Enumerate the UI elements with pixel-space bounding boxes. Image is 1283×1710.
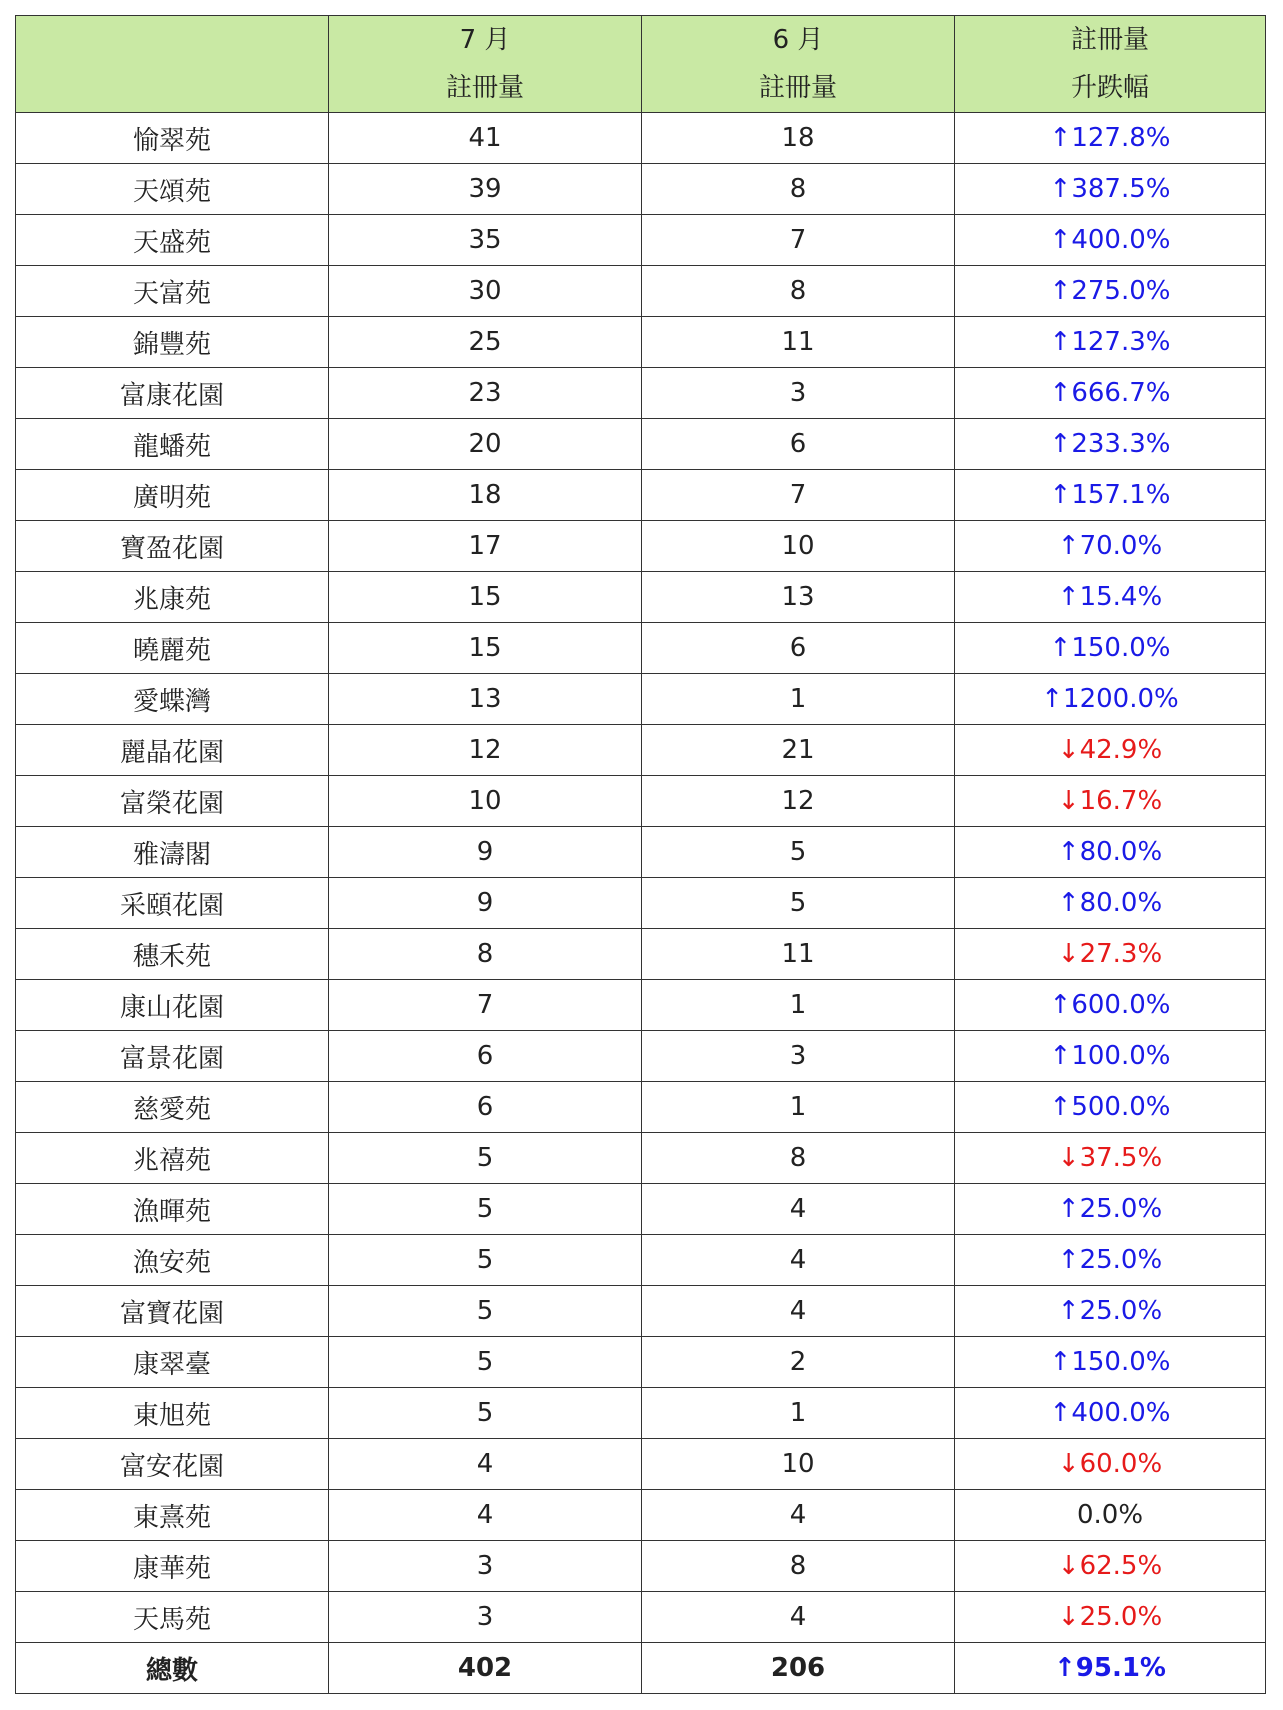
change-value: ↑25.0% (955, 1286, 1266, 1337)
july-count: 25 (329, 317, 642, 368)
june-count: 1 (642, 1082, 955, 1133)
july-count: 4 (329, 1439, 642, 1490)
july-count: 15 (329, 572, 642, 623)
estate-name: 康山花園 (16, 980, 329, 1031)
estate-name: 麗晶花園 (16, 725, 329, 776)
table-row (16, 1439, 1266, 1490)
estate-name: 東熹苑 (16, 1490, 329, 1541)
june-count: 4 (642, 1235, 955, 1286)
estate-name: 天盛苑 (16, 215, 329, 266)
table-row (16, 1235, 1266, 1286)
table-body (16, 113, 1266, 1694)
estate-name: 兆康苑 (16, 572, 329, 623)
header-june-label: 註冊量 (758, 73, 837, 103)
june-count: 8 (642, 266, 955, 317)
header-july-month: 7 月 (459, 25, 511, 55)
estate-name: 康華苑 (16, 1541, 329, 1592)
change-value: ↓25.0% (955, 1592, 1266, 1643)
header-july-registrations (329, 16, 642, 113)
july-count: 13 (329, 674, 642, 725)
change-value: ↑150.0% (955, 623, 1266, 674)
estate-name: 雅濤閣 (16, 827, 329, 878)
table-row (16, 368, 1266, 419)
total-label: 總數 (16, 1643, 329, 1694)
july-count: 3 (329, 1541, 642, 1592)
june-count: 7 (642, 470, 955, 521)
july-count: 18 (329, 470, 642, 521)
estate-name: 康翠臺 (16, 1337, 329, 1388)
june-count: 11 (642, 929, 955, 980)
table-row (16, 164, 1266, 215)
estate-name: 曉麗苑 (16, 623, 329, 674)
estate-name: 富榮花園 (16, 776, 329, 827)
header-change-line2: 升跌幅 (1070, 73, 1149, 103)
registration-table (15, 15, 1266, 1694)
change-value: 0.0% (955, 1490, 1266, 1541)
header-change (955, 16, 1266, 113)
table-row (16, 470, 1266, 521)
july-count: 5 (329, 1235, 642, 1286)
july-count: 4 (329, 1490, 642, 1541)
estate-name: 天頌苑 (16, 164, 329, 215)
june-count: 13 (642, 572, 955, 623)
table-row (16, 1184, 1266, 1235)
change-value: ↓62.5% (955, 1541, 1266, 1592)
july-count: 5 (329, 1184, 642, 1235)
change-value: ↑25.0% (955, 1184, 1266, 1235)
table-row (16, 1082, 1266, 1133)
june-count: 4 (642, 1184, 955, 1235)
july-count: 5 (329, 1133, 642, 1184)
table-row (16, 878, 1266, 929)
estate-name: 采頤花園 (16, 878, 329, 929)
june-count: 12 (642, 776, 955, 827)
july-count: 12 (329, 725, 642, 776)
estate-name: 富康花園 (16, 368, 329, 419)
july-count: 35 (329, 215, 642, 266)
june-count: 10 (642, 521, 955, 572)
june-count: 6 (642, 623, 955, 674)
change-value: ↑666.7% (955, 368, 1266, 419)
july-count: 6 (329, 1082, 642, 1133)
total-change: ↑95.1% (955, 1643, 1266, 1694)
estate-name: 天富苑 (16, 266, 329, 317)
estate-name: 富景花園 (16, 1031, 329, 1082)
july-count: 39 (329, 164, 642, 215)
header-july-label: 註冊量 (445, 73, 524, 103)
table-header (16, 16, 1266, 113)
estate-name: 東旭苑 (16, 1388, 329, 1439)
estate-name: 龍蟠苑 (16, 419, 329, 470)
estate-name: 廣明苑 (16, 470, 329, 521)
june-count: 8 (642, 1541, 955, 1592)
july-count: 5 (329, 1337, 642, 1388)
change-value: ↑127.8% (955, 113, 1266, 164)
july-count: 30 (329, 266, 642, 317)
estate-name: 愉翠苑 (16, 113, 329, 164)
table-row (16, 419, 1266, 470)
july-count: 9 (329, 878, 642, 929)
change-value: ↑127.3% (955, 317, 1266, 368)
table-row (16, 674, 1266, 725)
table-row (16, 521, 1266, 572)
june-count: 7 (642, 215, 955, 266)
change-value: ↑233.3% (955, 419, 1266, 470)
estate-name: 富寶花園 (16, 1286, 329, 1337)
total-july: 402 (329, 1643, 642, 1694)
july-count: 23 (329, 368, 642, 419)
table-row (16, 215, 1266, 266)
june-count: 3 (642, 1031, 955, 1082)
change-value: ↓16.7% (955, 776, 1266, 827)
table-row (16, 929, 1266, 980)
table-row (16, 1592, 1266, 1643)
header-change-line1: 註冊量 (1070, 25, 1149, 55)
total-june: 206 (642, 1643, 955, 1694)
july-count: 7 (329, 980, 642, 1031)
june-count: 8 (642, 164, 955, 215)
june-count: 5 (642, 827, 955, 878)
table-row (16, 572, 1266, 623)
change-value: ↑400.0% (955, 1388, 1266, 1439)
table-row (16, 1490, 1266, 1541)
table-row (16, 1541, 1266, 1592)
change-value: ↑15.4% (955, 572, 1266, 623)
change-value: ↓60.0% (955, 1439, 1266, 1490)
july-count: 20 (329, 419, 642, 470)
table-row (16, 623, 1266, 674)
change-value: ↑500.0% (955, 1082, 1266, 1133)
july-count: 5 (329, 1286, 642, 1337)
june-count: 4 (642, 1592, 955, 1643)
june-count: 21 (642, 725, 955, 776)
table-row (16, 1133, 1266, 1184)
change-value: ↑25.0% (955, 1235, 1266, 1286)
table-row (16, 317, 1266, 368)
change-value: ↑1200.0% (955, 674, 1266, 725)
july-count: 15 (329, 623, 642, 674)
change-value: ↑387.5% (955, 164, 1266, 215)
header-june-month: 6 月 (772, 25, 824, 55)
july-count: 3 (329, 1592, 642, 1643)
june-count: 1 (642, 980, 955, 1031)
estate-name: 天馬苑 (16, 1592, 329, 1643)
july-count: 9 (329, 827, 642, 878)
estate-name: 愛蝶灣 (16, 674, 329, 725)
june-count: 6 (642, 419, 955, 470)
estate-name: 漁暉苑 (16, 1184, 329, 1235)
table-row (16, 980, 1266, 1031)
table-row (16, 827, 1266, 878)
june-count: 1 (642, 1388, 955, 1439)
change-value: ↑150.0% (955, 1337, 1266, 1388)
june-count: 2 (642, 1337, 955, 1388)
change-value: ↓37.5% (955, 1133, 1266, 1184)
header-estate (16, 16, 329, 113)
june-count: 8 (642, 1133, 955, 1184)
june-count: 5 (642, 878, 955, 929)
june-count: 4 (642, 1490, 955, 1541)
table-row (16, 266, 1266, 317)
table-row (16, 1286, 1266, 1337)
change-value: ↓27.3% (955, 929, 1266, 980)
june-count: 4 (642, 1286, 955, 1337)
estate-name: 穗禾苑 (16, 929, 329, 980)
estate-name: 寶盈花園 (16, 521, 329, 572)
june-count: 1 (642, 674, 955, 725)
change-value: ↑275.0% (955, 266, 1266, 317)
table-row (16, 725, 1266, 776)
table-row (16, 113, 1266, 164)
july-count: 10 (329, 776, 642, 827)
change-value: ↑600.0% (955, 980, 1266, 1031)
table-row (16, 1031, 1266, 1082)
june-count: 3 (642, 368, 955, 419)
june-count: 18 (642, 113, 955, 164)
table-row (16, 776, 1266, 827)
total-row (16, 1643, 1266, 1694)
change-value: ↑100.0% (955, 1031, 1266, 1082)
estate-name: 漁安苑 (16, 1235, 329, 1286)
change-value: ↑400.0% (955, 215, 1266, 266)
header-june-registrations (642, 16, 955, 113)
header-row (16, 16, 1266, 113)
change-value: ↓42.9% (955, 725, 1266, 776)
change-value: ↑80.0% (955, 827, 1266, 878)
change-value: ↑70.0% (955, 521, 1266, 572)
estate-name: 兆禧苑 (16, 1133, 329, 1184)
july-count: 5 (329, 1388, 642, 1439)
change-value: ↑157.1% (955, 470, 1266, 521)
june-count: 11 (642, 317, 955, 368)
estate-name: 錦豐苑 (16, 317, 329, 368)
table-row (16, 1388, 1266, 1439)
june-count: 10 (642, 1439, 955, 1490)
change-value: ↑80.0% (955, 878, 1266, 929)
estate-name: 富安花園 (16, 1439, 329, 1490)
july-count: 41 (329, 113, 642, 164)
july-count: 6 (329, 1031, 642, 1082)
estate-name: 慈愛苑 (16, 1082, 329, 1133)
table-row (16, 1337, 1266, 1388)
july-count: 8 (329, 929, 642, 980)
july-count: 17 (329, 521, 642, 572)
